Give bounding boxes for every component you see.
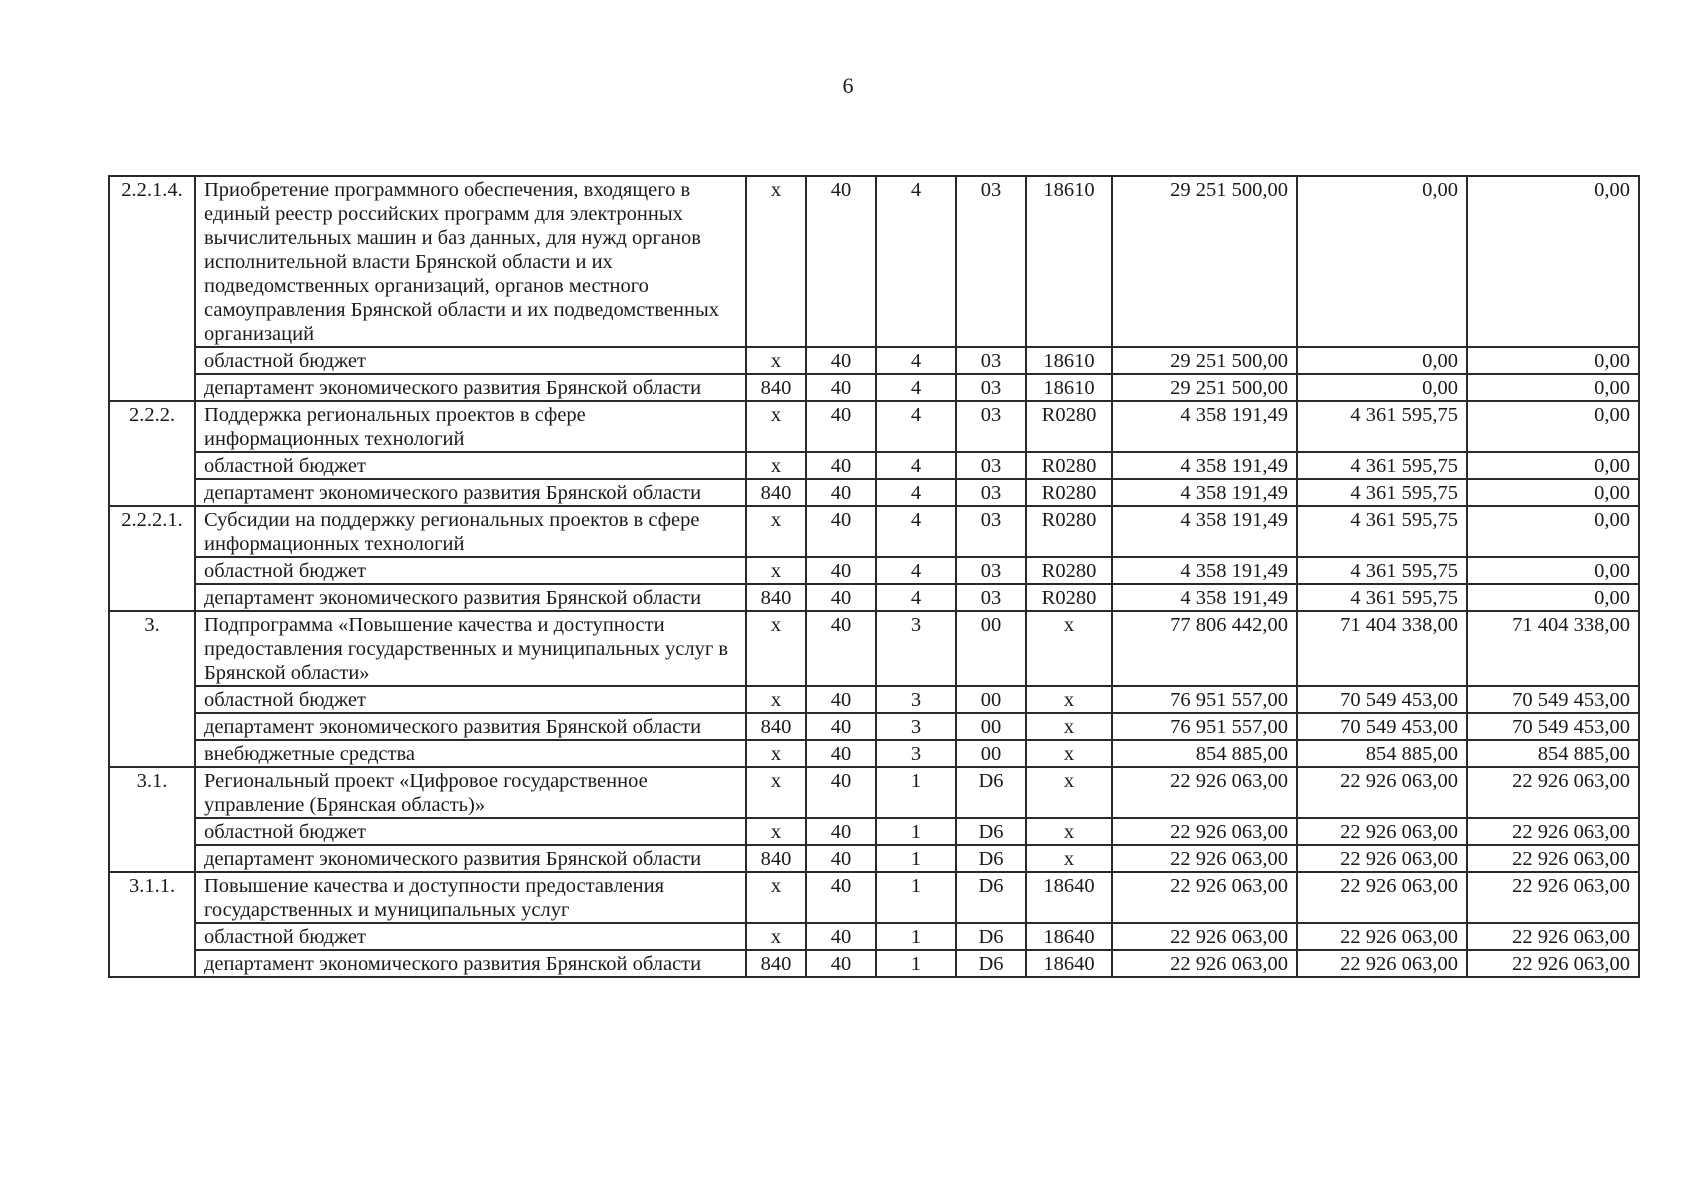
amount-year-2: 70 549 453,00 <box>1297 686 1467 713</box>
amount-year-3: 0,00 <box>1467 176 1639 347</box>
table-row <box>109 611 1639 686</box>
code-program: 40 <box>806 374 876 401</box>
code-grbs: х <box>746 176 806 347</box>
code-program: 40 <box>806 818 876 845</box>
table-row <box>109 845 1639 872</box>
amount-year-1: 4 358 191,49 <box>1112 506 1297 557</box>
item-name: Поддержка региональных проектов в сфере информационных технологий <box>195 401 746 452</box>
code-grbs: х <box>746 767 806 818</box>
code-grbs: х <box>746 452 806 479</box>
code-direction: D6 <box>956 818 1026 845</box>
code-program: 40 <box>806 584 876 611</box>
amount-year-1: 76 951 557,00 <box>1112 686 1297 713</box>
item-name: областной бюджет <box>195 347 746 374</box>
code-program: 40 <box>806 740 876 767</box>
amount-year-3: 0,00 <box>1467 452 1639 479</box>
code-grbs: 840 <box>746 584 806 611</box>
code-expense: 18640 <box>1026 872 1112 923</box>
code-direction: 03 <box>956 452 1026 479</box>
code-grbs: 840 <box>746 479 806 506</box>
code-direction: 03 <box>956 479 1026 506</box>
table-row <box>109 401 1639 452</box>
amount-year-2: 70 549 453,00 <box>1297 713 1467 740</box>
amount-year-1: 22 926 063,00 <box>1112 818 1297 845</box>
amount-year-1: 4 358 191,49 <box>1112 584 1297 611</box>
code-grbs: х <box>746 506 806 557</box>
item-number: 3. <box>109 611 195 767</box>
amount-year-2: 4 361 595,75 <box>1297 401 1467 452</box>
code-subprogram: 3 <box>876 713 956 740</box>
item-name: областной бюджет <box>195 452 746 479</box>
code-direction: 03 <box>956 557 1026 584</box>
table-row <box>109 818 1639 845</box>
code-subprogram: 1 <box>876 767 956 818</box>
amount-year-3: 854 885,00 <box>1467 740 1639 767</box>
item-name: Субсидии на поддержку региональных проектов в сфере информационных технологий <box>195 506 746 557</box>
code-subprogram: 4 <box>876 557 956 584</box>
code-grbs: 840 <box>746 713 806 740</box>
item-name: областной бюджет <box>195 686 746 713</box>
amount-year-3: 0,00 <box>1467 479 1639 506</box>
table-row <box>109 557 1639 584</box>
amount-year-2: 4 361 595,75 <box>1297 506 1467 557</box>
code-grbs: 840 <box>746 845 806 872</box>
amount-year-1: 77 806 442,00 <box>1112 611 1297 686</box>
budget-table <box>108 175 1640 978</box>
item-number: 3.1.1. <box>109 872 195 977</box>
code-expense: R0280 <box>1026 506 1112 557</box>
code-program: 40 <box>806 506 876 557</box>
table-row <box>109 506 1639 557</box>
item-name: Региональный проект «Цифровое государственное управление (Брянская область)» <box>195 767 746 818</box>
amount-year-3: 0,00 <box>1467 401 1639 452</box>
amount-year-1: 76 951 557,00 <box>1112 713 1297 740</box>
code-grbs: х <box>746 611 806 686</box>
amount-year-2: 22 926 063,00 <box>1297 767 1467 818</box>
table-row <box>109 347 1639 374</box>
item-name: департамент экономического развития Брянской области <box>195 713 746 740</box>
code-subprogram: 4 <box>876 347 956 374</box>
amount-year-2: 4 361 595,75 <box>1297 557 1467 584</box>
code-expense: х <box>1026 611 1112 686</box>
code-grbs: х <box>746 401 806 452</box>
table-row <box>109 950 1639 977</box>
amount-year-1: 854 885,00 <box>1112 740 1297 767</box>
table-row <box>109 923 1639 950</box>
item-number: 2.2.2. <box>109 401 195 506</box>
code-direction: 03 <box>956 374 1026 401</box>
code-subprogram: 1 <box>876 818 956 845</box>
code-grbs: х <box>746 818 806 845</box>
amount-year-2: 71 404 338,00 <box>1297 611 1467 686</box>
code-subprogram: 4 <box>876 584 956 611</box>
code-program: 40 <box>806 767 876 818</box>
code-direction: 03 <box>956 584 1026 611</box>
item-name: департамент экономического развития Брянской области <box>195 584 746 611</box>
table-row <box>109 584 1639 611</box>
code-grbs: х <box>746 347 806 374</box>
code-direction: D6 <box>956 872 1026 923</box>
code-subprogram: 1 <box>876 845 956 872</box>
amount-year-2: 4 361 595,75 <box>1297 452 1467 479</box>
table-row <box>109 767 1639 818</box>
amount-year-1: 22 926 063,00 <box>1112 845 1297 872</box>
table-row <box>109 479 1639 506</box>
code-subprogram: 4 <box>876 176 956 347</box>
code-grbs: х <box>746 872 806 923</box>
item-name: Повышение качества и доступности предоставления государственных и муниципальных услуг <box>195 872 746 923</box>
code-expense: х <box>1026 845 1112 872</box>
table-row <box>109 374 1639 401</box>
code-expense: х <box>1026 740 1112 767</box>
code-subprogram: 3 <box>876 611 956 686</box>
amount-year-1: 4 358 191,49 <box>1112 479 1297 506</box>
amount-year-2: 0,00 <box>1297 374 1467 401</box>
amount-year-3: 22 926 063,00 <box>1467 845 1639 872</box>
amount-year-2: 4 361 595,75 <box>1297 479 1467 506</box>
amount-year-1: 22 926 063,00 <box>1112 767 1297 818</box>
code-grbs: 840 <box>746 374 806 401</box>
code-grbs: х <box>746 740 806 767</box>
code-program: 40 <box>806 872 876 923</box>
table-row <box>109 740 1639 767</box>
code-expense: R0280 <box>1026 401 1112 452</box>
amount-year-2: 22 926 063,00 <box>1297 845 1467 872</box>
code-program: 40 <box>806 713 876 740</box>
amount-year-3: 22 926 063,00 <box>1467 818 1639 845</box>
amount-year-3: 0,00 <box>1467 557 1639 584</box>
code-expense: R0280 <box>1026 557 1112 584</box>
amount-year-3: 70 549 453,00 <box>1467 686 1639 713</box>
code-program: 40 <box>806 479 876 506</box>
code-grbs: х <box>746 557 806 584</box>
amount-year-1: 22 926 063,00 <box>1112 872 1297 923</box>
item-name: областной бюджет <box>195 818 746 845</box>
code-subprogram: 1 <box>876 872 956 923</box>
amount-year-1: 4 358 191,49 <box>1112 452 1297 479</box>
code-subprogram: 3 <box>876 686 956 713</box>
code-expense: 18640 <box>1026 950 1112 977</box>
code-direction: 03 <box>956 506 1026 557</box>
code-expense: 18610 <box>1026 374 1112 401</box>
code-expense: 18640 <box>1026 923 1112 950</box>
item-number: 3.1. <box>109 767 195 872</box>
amount-year-1: 22 926 063,00 <box>1112 950 1297 977</box>
code-program: 40 <box>806 611 876 686</box>
code-expense: R0280 <box>1026 452 1112 479</box>
code-direction: D6 <box>956 923 1026 950</box>
item-name: Подпрограмма «Повышение качества и доступности предоставления государственных и муниципальных услуг в Брянской области» <box>195 611 746 686</box>
amount-year-1: 4 358 191,49 <box>1112 557 1297 584</box>
item-number: 2.2.2.1. <box>109 506 195 611</box>
page-number: 6 <box>842 73 854 98</box>
item-name: областной бюджет <box>195 923 746 950</box>
item-name: департамент экономического развития Брянской области <box>195 845 746 872</box>
code-direction: 03 <box>956 401 1026 452</box>
code-grbs: 840 <box>746 950 806 977</box>
code-subprogram: 4 <box>876 452 956 479</box>
code-expense: R0280 <box>1026 479 1112 506</box>
amount-year-2: 22 926 063,00 <box>1297 818 1467 845</box>
amount-year-3: 22 926 063,00 <box>1467 923 1639 950</box>
code-expense: R0280 <box>1026 584 1112 611</box>
amount-year-1: 22 926 063,00 <box>1112 923 1297 950</box>
amount-year-3: 0,00 <box>1467 347 1639 374</box>
code-program: 40 <box>806 950 876 977</box>
code-direction: 03 <box>956 347 1026 374</box>
code-program: 40 <box>806 452 876 479</box>
code-subprogram: 4 <box>876 401 956 452</box>
code-expense: х <box>1026 818 1112 845</box>
amount-year-1: 29 251 500,00 <box>1112 374 1297 401</box>
code-subprogram: 4 <box>876 506 956 557</box>
code-direction: 00 <box>956 740 1026 767</box>
item-name: департамент экономического развития Брянской области <box>195 374 746 401</box>
code-subprogram: 4 <box>876 374 956 401</box>
amount-year-3: 70 549 453,00 <box>1467 713 1639 740</box>
code-grbs: х <box>746 686 806 713</box>
code-expense: х <box>1026 767 1112 818</box>
code-program: 40 <box>806 401 876 452</box>
code-direction: D6 <box>956 767 1026 818</box>
code-direction: D6 <box>956 950 1026 977</box>
amount-year-3: 22 926 063,00 <box>1467 950 1639 977</box>
code-subprogram: 3 <box>876 740 956 767</box>
amount-year-3: 0,00 <box>1467 374 1639 401</box>
amount-year-3: 0,00 <box>1467 506 1639 557</box>
code-program: 40 <box>806 845 876 872</box>
amount-year-2: 22 926 063,00 <box>1297 950 1467 977</box>
table-row <box>109 686 1639 713</box>
item-name: департамент экономического развития Брянской области <box>195 950 746 977</box>
code-subprogram: 4 <box>876 479 956 506</box>
code-expense: х <box>1026 713 1112 740</box>
code-expense: 18610 <box>1026 347 1112 374</box>
code-direction: 03 <box>956 176 1026 347</box>
code-expense: х <box>1026 686 1112 713</box>
amount-year-3: 71 404 338,00 <box>1467 611 1639 686</box>
item-name: внебюджетные средства <box>195 740 746 767</box>
table-row <box>109 452 1639 479</box>
table-row <box>109 713 1639 740</box>
amount-year-1: 29 251 500,00 <box>1112 176 1297 347</box>
code-subprogram: 1 <box>876 923 956 950</box>
table-row <box>109 872 1639 923</box>
code-direction: 00 <box>956 686 1026 713</box>
amount-year-2: 22 926 063,00 <box>1297 923 1467 950</box>
amount-year-3: 0,00 <box>1467 584 1639 611</box>
item-number: 2.2.1.4. <box>109 176 195 401</box>
budget-table-body <box>109 176 1639 977</box>
code-program: 40 <box>806 923 876 950</box>
code-program: 40 <box>806 176 876 347</box>
code-program: 40 <box>806 686 876 713</box>
code-direction: 00 <box>956 713 1026 740</box>
amount-year-2: 854 885,00 <box>1297 740 1467 767</box>
item-name: Приобретение программного обеспечения, входящего в единый реестр российских программ для электронных вычислительных машин и баз данных, для нужд органов исполнительной власти Брянской области и их подведомственных организаций, органов местного самоуправления Брянской области и их подведомственных организаций <box>195 176 746 347</box>
code-expense: 18610 <box>1026 176 1112 347</box>
item-name: департамент экономического развития Брянской области <box>195 479 746 506</box>
amount-year-2: 0,00 <box>1297 347 1467 374</box>
table-row <box>109 176 1639 347</box>
code-direction: D6 <box>956 845 1026 872</box>
amount-year-1: 4 358 191,49 <box>1112 401 1297 452</box>
code-program: 40 <box>806 347 876 374</box>
item-name: областной бюджет <box>195 557 746 584</box>
code-direction: 00 <box>956 611 1026 686</box>
amount-year-2: 4 361 595,75 <box>1297 584 1467 611</box>
code-grbs: х <box>746 923 806 950</box>
code-subprogram: 1 <box>876 950 956 977</box>
amount-year-2: 22 926 063,00 <box>1297 872 1467 923</box>
code-program: 40 <box>806 557 876 584</box>
amount-year-3: 22 926 063,00 <box>1467 872 1639 923</box>
amount-year-1: 29 251 500,00 <box>1112 347 1297 374</box>
amount-year-3: 22 926 063,00 <box>1467 767 1639 818</box>
amount-year-2: 0,00 <box>1297 176 1467 347</box>
